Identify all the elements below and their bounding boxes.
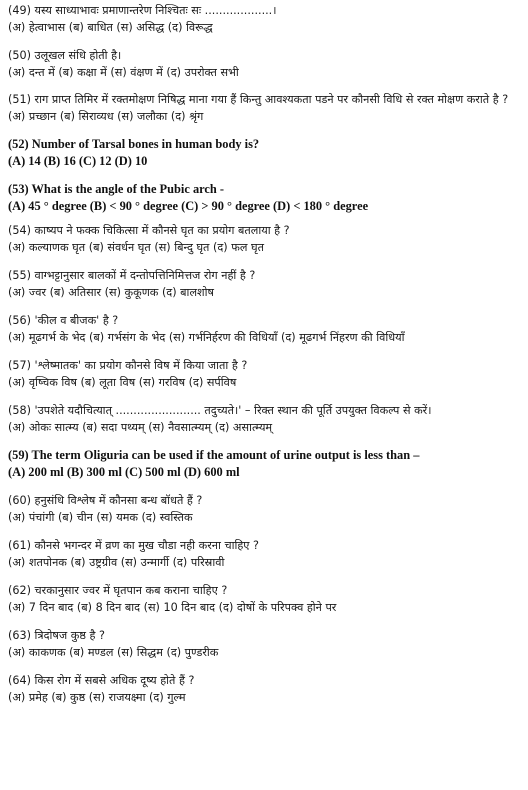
question-stem: (49) यस्य साध्याभावः प्रमाणान्तरेण निश्चितः सः ...................। [8, 4, 277, 17]
question-stem: (53) What is the angle of the Pubic arch - [8, 182, 225, 196]
question-options: (अ) प्रमेह (ब) कुष्ठ (स) राजयक्ष्मा (द) गुल्म [8, 691, 186, 704]
question-63 [8, 627, 520, 661]
question-stem: (61) कौनसे भगन्दर में व्रण का मुख चौडा नही करना चाहिए ? [8, 539, 259, 552]
question-51 [8, 92, 520, 125]
question-62 [8, 582, 520, 616]
question-61 [8, 537, 520, 571]
question-stem: (59) The term Oliguria can be used if the amount of urine output is less than – [8, 448, 420, 462]
question-options: (अ) वृष्चिक विष (ब) लूता विष (स) गरविष (द) सर्पविष [8, 376, 237, 389]
question-stem: (52) Number of Tarsal bones in human body is? [8, 137, 260, 151]
question-64 [8, 672, 520, 706]
question-60 [8, 492, 520, 526]
question-options: (अ) काकणक (ब) मण्डल (स) सिद्धम (द) पुण्डरीक [8, 646, 219, 659]
question-54 [8, 222, 520, 256]
question-50 [8, 47, 520, 81]
question-stem: (60) हनुसंधि विश्लेष में कौनसा बन्ध बॉधते हैं ? [8, 494, 203, 507]
question-stem: (62) चरकानुसार ज्वर में घृतपान कब कराना चाहिए ? [8, 584, 228, 597]
question-options: (अ) दन्त में (ब) कक्षा में (स) वंक्षण में (द) उपरोक्त सभी [8, 66, 239, 79]
question-stem: (64) किस रोग में सबसे अधिक दूष्य होते हैं ? [8, 674, 195, 687]
question-58 [8, 402, 520, 436]
question-options: (अ) ज्वर (ब) अतिसार (स) कुकूणक (द) बालशोष [8, 286, 215, 299]
question-options: (अ) शतपोनक (ब) उष्ट्रग्रीव (स) उन्मार्गी (द) परिस्रावी [8, 556, 225, 569]
question-stem: (63) त्रिदोषज कुष्ठ है ? [8, 629, 105, 642]
question-49 [8, 2, 520, 36]
question-stem: (50) उलूखल संधि होती है। [8, 49, 122, 62]
question-stem: (51) राग प्राप्त तिमिर में रक्तमोक्षण निषिद्ध माना गया हैं किन्तु आवश्यकता पडने पर कौनसी विधि से रक्त मोक्षण कराते है ? [8, 93, 509, 106]
question-stem: (56) 'कील व बीजक' है ? [8, 314, 119, 327]
question-options: (अ) 7 दिन बाद (ब) 8 दिन बाद (स) 10 दिन बाद (द) दोषों के परिपक्व होने पर [8, 601, 337, 614]
question-stem: (55) वाग्भट्टानुसार बालकों में दन्तोपत्तिनिमित्तज रोग नहीं है ? [8, 269, 256, 282]
question-52 [8, 136, 520, 170]
question-options: (अ) कल्याणक घृत (ब) संवर्धन घृत (स) बिन्दु घृत (द) फल घृत [8, 241, 264, 254]
question-stem: (57) 'श्लेष्मातक' का प्रयोग कौनसे विष में किया जाता है ? [8, 359, 248, 372]
question-55 [8, 267, 520, 301]
question-57 [8, 357, 520, 391]
question-stem: (54) काष्यप ने फक्क चिकित्सा में कौनसे घृत का प्रयोग बतलाया है ? [8, 224, 290, 237]
question-options: (अ) मूढगर्भ के भेद (ब) गर्भसंग के भेद (स) गर्भनिर्हरण की विधियाँ (द) मूढगर्भ निंहरण की विधियाँ [8, 331, 405, 344]
question-options: (अ) प्रच्छान (ब) सिराव्यध (स) जलौका (द) श्रृंग [8, 110, 204, 123]
question-options: (अ) हेत्वाभास (ब) बाधित (स) असिद्ध (द) विरूद्ध [8, 21, 213, 34]
question-stem: (58) 'उपशेते यदौचित्यात् ........................ तदुच्यते।' – रिक्त स्थान की पूर्ति उपयुक्त विकल्प से करें। [8, 404, 432, 417]
question-56 [8, 312, 520, 346]
question-53 [8, 181, 520, 215]
question-options: (A) 200 ml (B) 300 ml (C) 500 ml (D) 600 ml [8, 465, 240, 479]
question-options: (अ) ओकः सात्म्य (ब) सदा पथ्यम् (स) नैवसात्म्यम् (द) असात्म्यम् [8, 421, 273, 434]
question-options: (अ) पंचांगी (ब) चीन (स) यमक (द) स्वस्तिक [8, 511, 193, 524]
question-options: (A) 14 (B) 16 (C) 12 (D) 10 [8, 154, 148, 168]
question-options: (A) 45 ° degree (B) < 90 ° degree (C) > 90 ° degree (D) < 180 ° degree [8, 199, 369, 213]
question-59 [8, 447, 520, 481]
